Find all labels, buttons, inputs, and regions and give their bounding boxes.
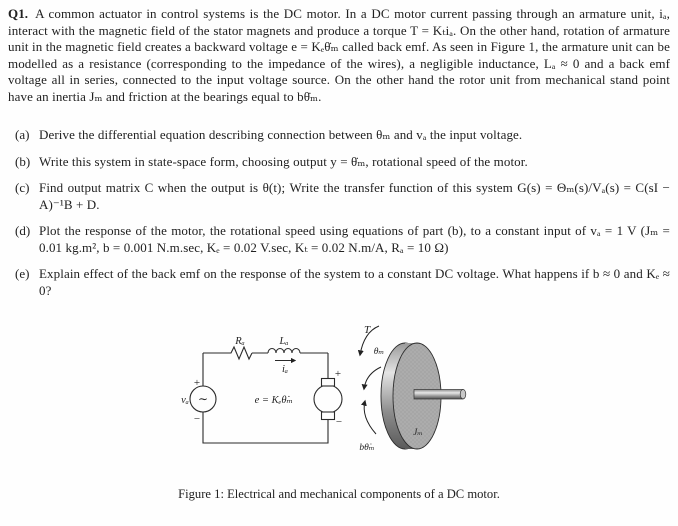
friction-arrow <box>364 401 376 434</box>
parts-list <box>8 127 670 309</box>
question-body: A common actuator in control systems is the DC motor. In a DC motor current passing through an armature unit, iₐ, interact with the magnetic field of the stator magnets and produce a torque T = Kₜiₐ. On the other hand, rotation of armature unit in the magnetic field creates a backward voltage e = Kₑθ̇ₘ called back emf. As seen in Figure 1, the armature unit can be modelled as a resistance (corresponding to the impedance of the wires), a negligible inductance, Lₐ ≈ 0 and a back emf voltage all in series, connected to the input voltage source. On the other hand the rotor unit from mechanical stand point have an inertia Jₘ and friction at the bearings equal to bθ̇ₘ. <box>8 6 670 104</box>
part-label: (c) <box>15 180 30 195</box>
part-text: Derive the differential equation describing connection between θₘ and vₐ the input voltage. <box>39 127 523 142</box>
rotation-arrow <box>364 367 381 389</box>
shaft <box>414 390 466 400</box>
part-label: (a) <box>15 127 30 142</box>
part-label: (d) <box>15 223 31 238</box>
question-paragraph <box>8 6 670 105</box>
part-item-a <box>8 127 670 144</box>
part-item-e <box>8 266 670 299</box>
torque-label: T <box>363 324 371 336</box>
source-tilde-icon: ∼ <box>197 392 209 406</box>
part-item-c <box>8 180 670 213</box>
source-plus-sign: + <box>193 377 201 389</box>
inductor-label: Lₐ <box>279 336 289 347</box>
part-text: Explain effect of the back emf on the response of the system to a constant DC voltage. What happens if b ≈ 0 and Kₑ ≈ 0? <box>39 266 670 298</box>
part-item-d <box>8 223 670 256</box>
resistor-symbol <box>228 347 252 359</box>
part-item-b <box>8 154 670 171</box>
motor-plus-sign: + <box>334 368 342 380</box>
part-label: (b) <box>15 153 31 169</box>
current-label: iₐ <box>282 364 288 375</box>
friction-label: bθ̇ₘ <box>359 443 375 453</box>
question-number: Q1. <box>8 6 29 21</box>
source-minus-sign: − <box>193 413 201 425</box>
motor-minus-sign: − <box>335 416 343 428</box>
figure-1 <box>150 313 550 473</box>
angle-label: θₘ <box>373 347 385 357</box>
source-label: vₐ <box>181 395 189 406</box>
figure-caption: Figure 1: Electrical and mechanical components of a DC motor. <box>178 487 500 501</box>
part-label: (e) <box>15 266 30 281</box>
part-text: Write this system in state-space form, choosing output y = θ̇ₘ, rotational speed of the motor. <box>39 153 528 169</box>
inductor-symbol <box>268 349 300 354</box>
motor-symbol <box>314 379 342 420</box>
part-text: Plot the response of the motor, the rotational speed using equations of part (b), to a constant input of vₐ = 1 V (Jₘ = 0.01 kg.m², b = 0.001 N.m.sec, Kₑ = 0.02 V.sec, Kₜ = 0.02 N.m/A, Rₐ = 10 Ω) <box>39 223 670 255</box>
part-text: Find output matrix C when the output is θ(t); Write the transfer function of this system G(s) = Θₘ(s)/Vₐ(s) = C(sI − A)⁻¹B + D. <box>39 180 670 212</box>
inertia-label: Jₘ <box>413 427 423 437</box>
resistor-label: Rₐ <box>235 336 245 347</box>
rotor-drawing <box>359 324 465 453</box>
back-emf-label: e = Kₑθ̇ₘ <box>254 395 293 406</box>
